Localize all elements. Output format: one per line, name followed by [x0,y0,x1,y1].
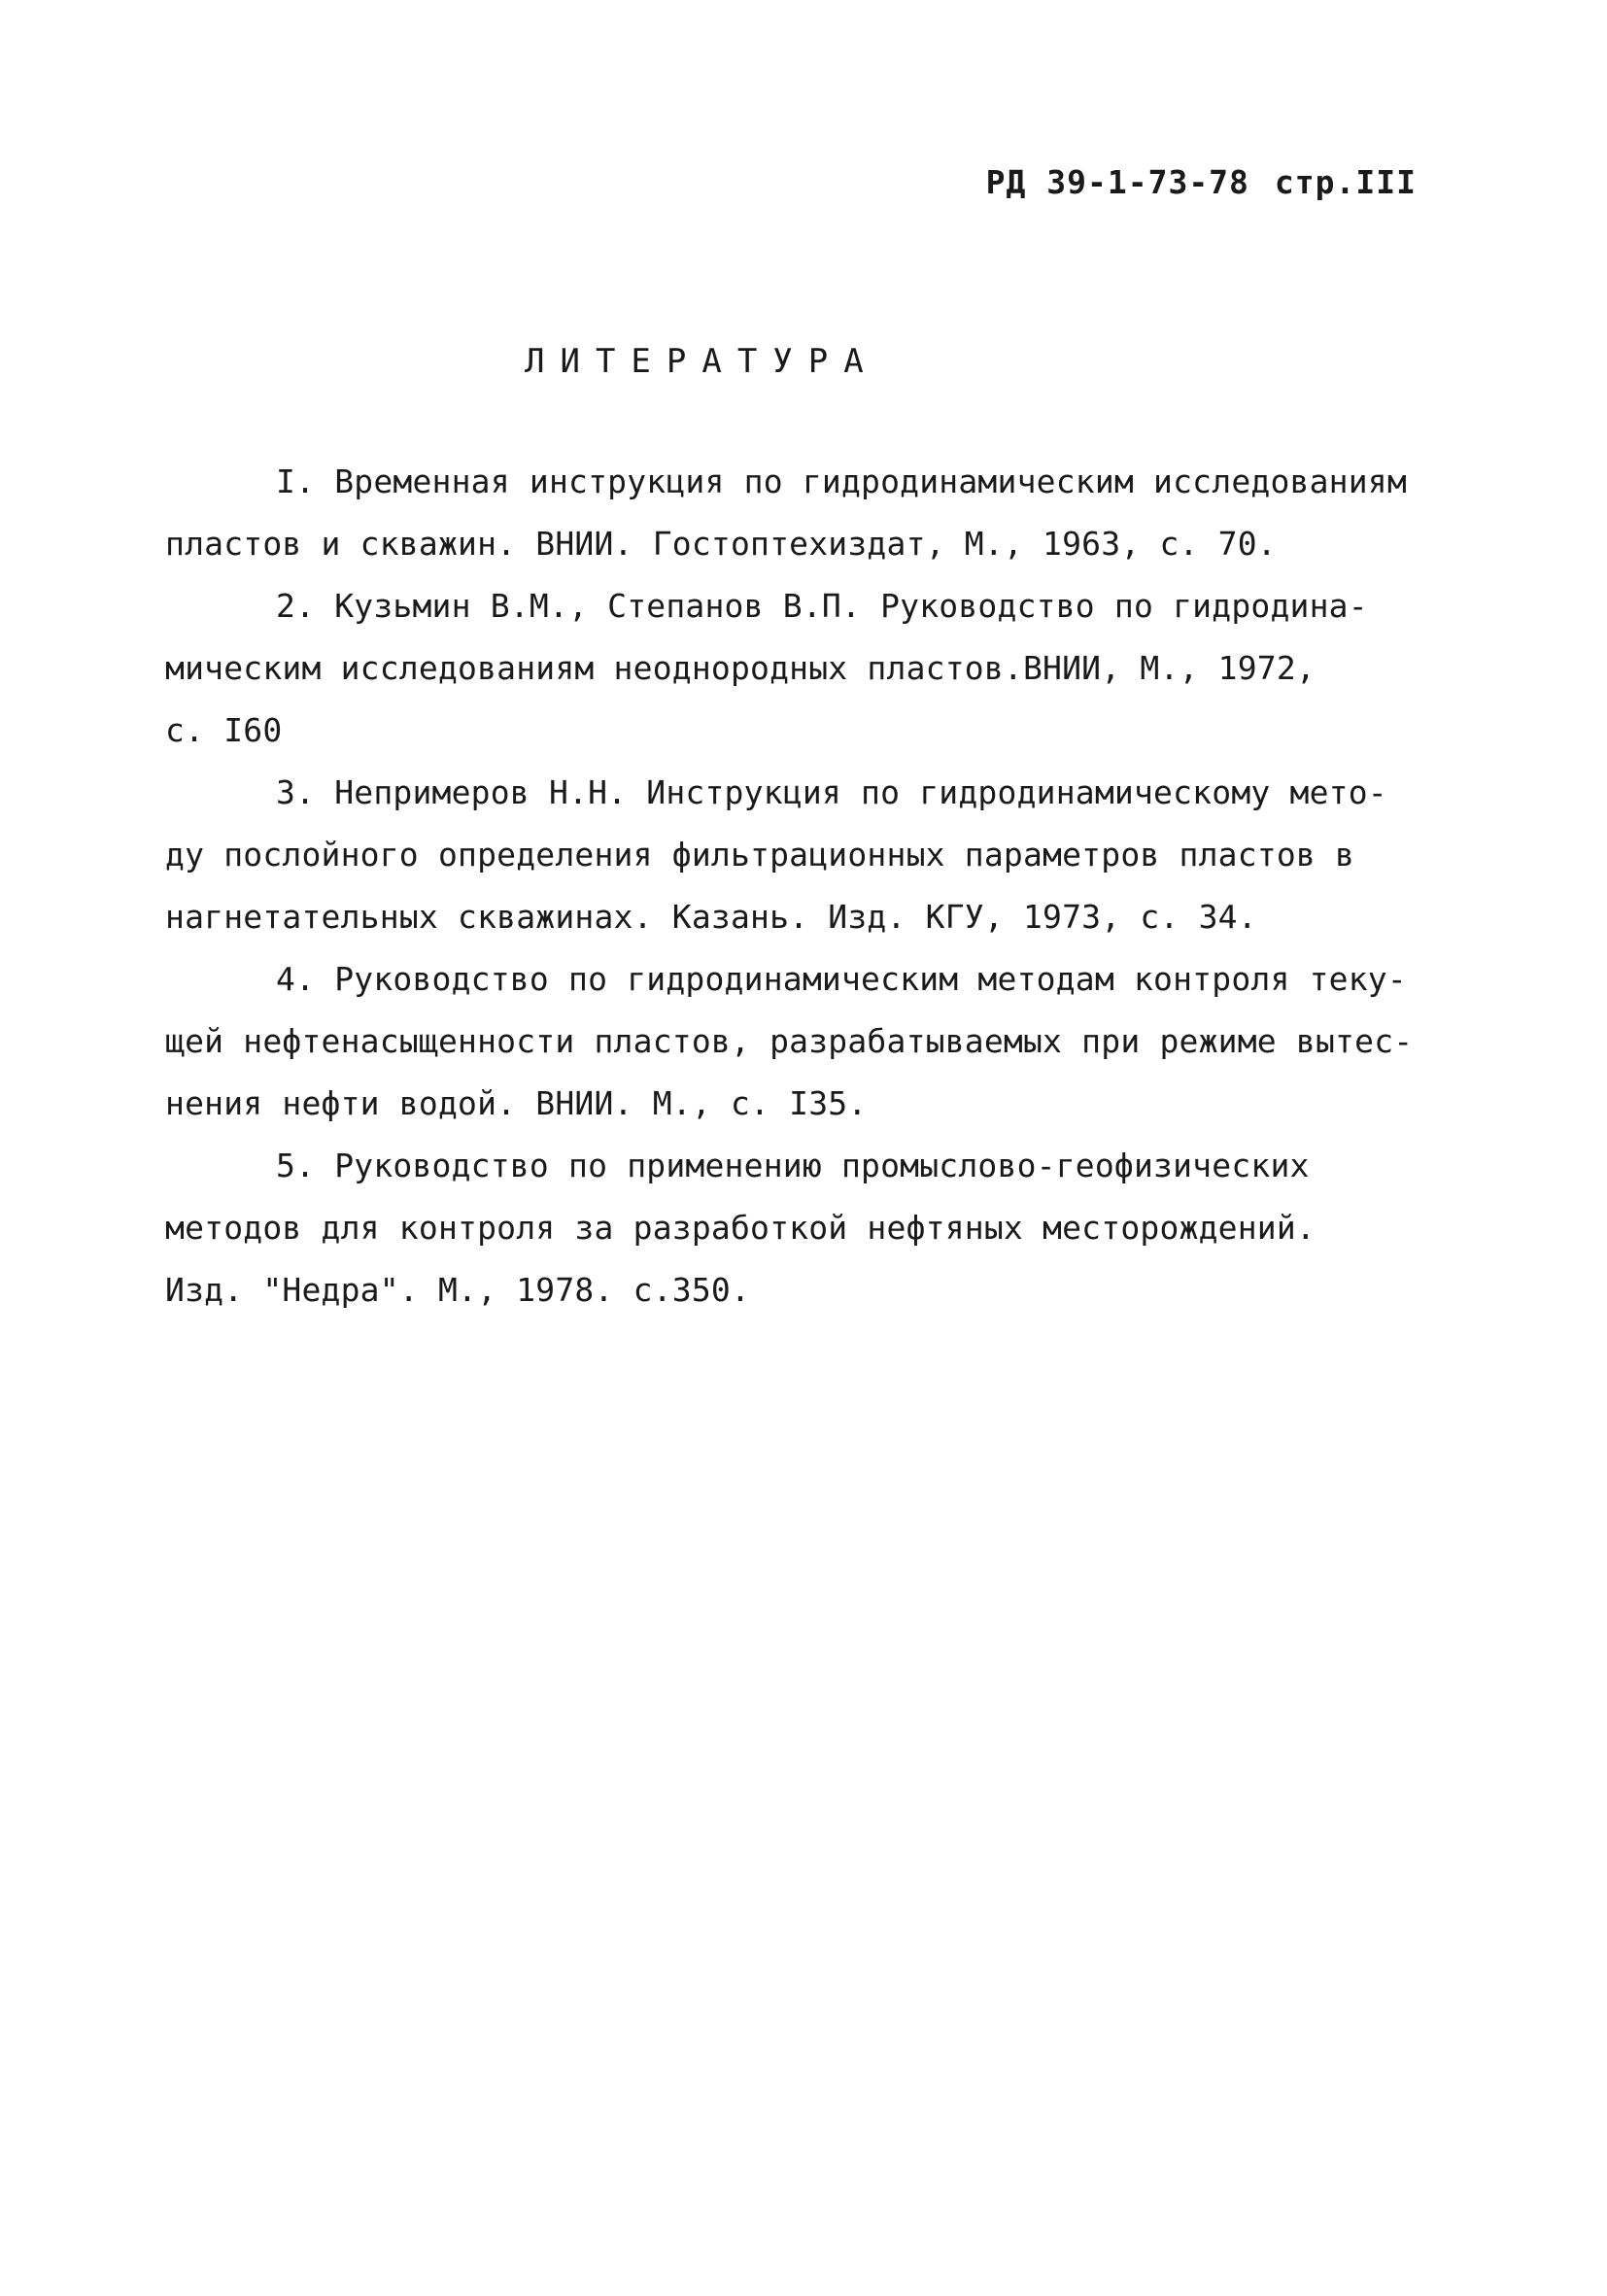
page-number: стр.III [1274,163,1417,201]
reference-item [165,948,1448,1135]
document-code: РД 39-1-73-78 [985,163,1249,201]
reference-item [165,575,1448,762]
reference-line: 4. Руководство по гидродинамическим методам контроля теку- [276,960,1407,998]
reference-list [165,451,1448,1321]
reference-line: 3. Непримеров Н.Н. Инструкция по гидродинамическому мето- [276,773,1387,811]
reference-line: мическим исследованиям неоднородных пластов.ВНИИ, М., 1972, [165,649,1316,687]
reference-line: с. I60 [165,711,283,749]
section-title: ЛИТЕРАТУРА [525,342,879,381]
reference-line: 2. Кузьмин В.М., Степанов В.П. Руководство по гидродина- [276,587,1368,625]
reference-line: методов для контроля за разработкой нефтяных месторождений. [165,1209,1316,1247]
reference-line: пластов и скважин. ВНИИ. Гостоптехиздат, М., 1963, с. 70. [165,525,1277,563]
reference-line: нагнетательных скважинах. Казань. Изд. КГУ, 1973, с. 34. [165,898,1257,936]
reference-item [165,451,1448,575]
reference-line: щей нефтенасыщенности пластов, разрабатываемых при режиме вытес- [165,1022,1414,1060]
reference-line: ду послойного определения фильтрационных параметров пластов в [165,836,1355,874]
reference-line: Изд. "Недра". М., 1978. с.350. [165,1271,751,1309]
reference-item [165,1135,1448,1321]
reference-line: нения нефти водой. ВНИИ. М., с. I35. [165,1084,868,1122]
reference-item [165,762,1448,948]
page-header [986,163,1417,201]
reference-line: I. Временная инструкция по гидродинамическим исследованиям [276,463,1407,500]
reference-line: 5. Руководство по применению промыслово-геофизических [276,1147,1310,1184]
